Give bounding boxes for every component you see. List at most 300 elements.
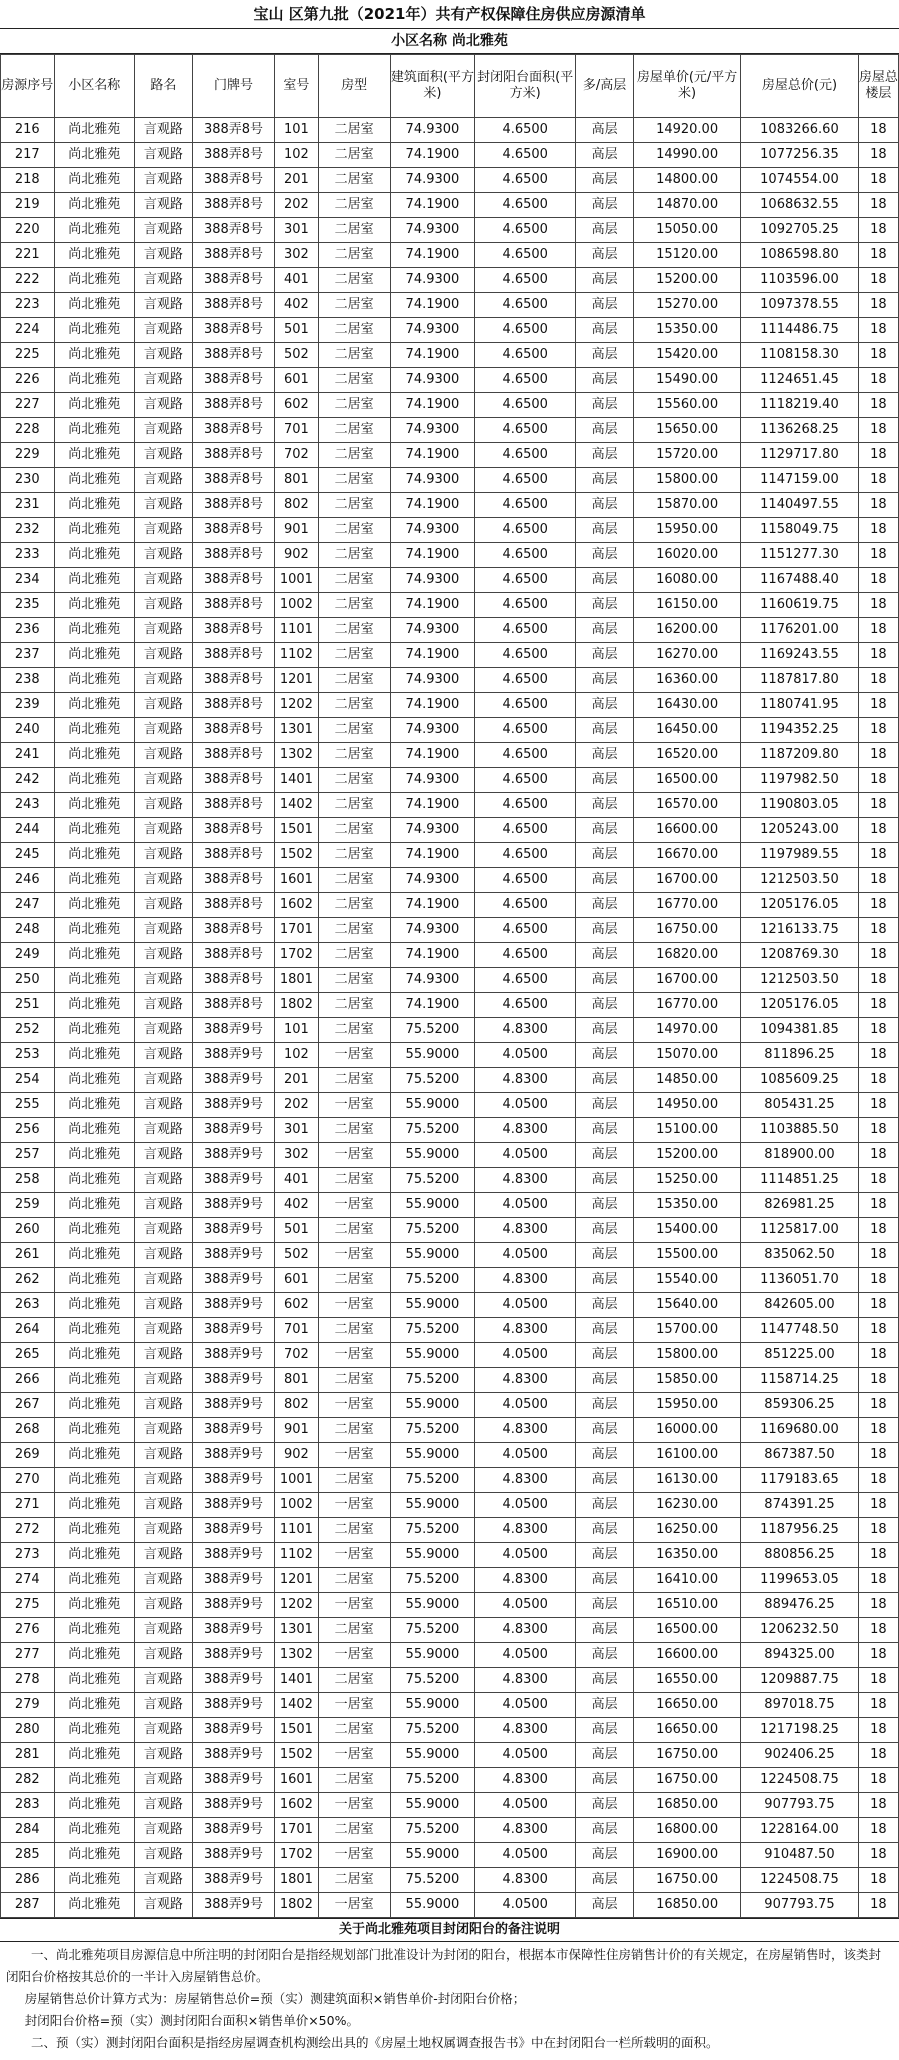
total-price-cell: 1083266.60 [741, 118, 859, 143]
column-header: 房屋总价(元) [741, 55, 859, 118]
community-name-cell: 尚北雅苑 [54, 918, 134, 943]
total-price-cell: 1224508.75 [741, 1768, 859, 1793]
total-price-cell: 1158049.75 [741, 518, 859, 543]
building-height-type-cell: 高层 [576, 1568, 634, 1593]
unit-price-cell: 16500.00 [633, 768, 740, 793]
building-number-cell: 388弄9号 [192, 1168, 274, 1193]
room-number-cell: 702 [275, 1343, 318, 1368]
room-number-cell: 1801 [275, 1868, 318, 1893]
table-row [1, 1618, 899, 1643]
road-name-cell: 言观路 [135, 618, 193, 643]
unit-number-cell: 239 [1, 693, 55, 718]
floor-area-cell: 74.9300 [390, 518, 475, 543]
unit-number-cell: 233 [1, 543, 55, 568]
total-price-cell: 1124651.45 [741, 368, 859, 393]
unit-number-cell: 224 [1, 318, 55, 343]
unit-number-cell: 274 [1, 1568, 55, 1593]
unit-price-cell: 16750.00 [633, 1743, 740, 1768]
unit-price-cell: 16520.00 [633, 743, 740, 768]
floor-area-cell: 75.5200 [390, 1568, 475, 1593]
table-row [1, 443, 899, 468]
community-name-cell: 尚北雅苑 [54, 1368, 134, 1393]
building-number-cell: 388弄9号 [192, 1593, 274, 1618]
building-number-cell: 388弄9号 [192, 1318, 274, 1343]
room-number-cell: 701 [275, 1318, 318, 1343]
balcony-area-cell: 4.6500 [475, 593, 576, 618]
building-height-type-cell: 高层 [576, 318, 634, 343]
table-row [1, 918, 899, 943]
unit-number-cell: 249 [1, 943, 55, 968]
community-name-cell: 尚北雅苑 [54, 1693, 134, 1718]
unit-number-cell: 218 [1, 168, 55, 193]
community-name-cell: 尚北雅苑 [54, 993, 134, 1018]
table-row [1, 1893, 899, 1918]
balcony-area-cell: 4.8300 [475, 1218, 576, 1243]
room-type-cell: 二居室 [318, 493, 390, 518]
road-name-cell: 言观路 [135, 1643, 193, 1668]
unit-price-cell: 16150.00 [633, 593, 740, 618]
unit-price-cell: 15070.00 [633, 1043, 740, 1068]
building-number-cell: 388弄8号 [192, 543, 274, 568]
community-name-cell: 尚北雅苑 [54, 1793, 134, 1818]
room-number-cell: 1401 [275, 768, 318, 793]
total-floors-cell: 18 [858, 843, 898, 868]
room-type-cell: 二居室 [318, 1818, 390, 1843]
building-height-type-cell: 高层 [576, 118, 634, 143]
room-number-cell: 1602 [275, 1793, 318, 1818]
room-type-cell: 二居室 [318, 843, 390, 868]
building-number-cell: 388弄8号 [192, 593, 274, 618]
unit-price-cell: 16500.00 [633, 1618, 740, 1643]
balcony-area-cell: 4.6500 [475, 543, 576, 568]
road-name-cell: 言观路 [135, 1543, 193, 1568]
table-row [1, 893, 899, 918]
total-floors-cell: 18 [858, 1068, 898, 1093]
road-name-cell: 言观路 [135, 1343, 193, 1368]
floor-area-cell: 74.1900 [390, 893, 475, 918]
unit-price-cell: 16130.00 [633, 1468, 740, 1493]
road-name-cell: 言观路 [135, 693, 193, 718]
room-number-cell: 301 [275, 1118, 318, 1143]
table-row [1, 393, 899, 418]
road-name-cell: 言观路 [135, 1418, 193, 1443]
balcony-area-cell: 4.0500 [475, 1343, 576, 1368]
building-number-cell: 388弄8号 [192, 793, 274, 818]
room-number-cell: 901 [275, 1418, 318, 1443]
community-name-cell: 尚北雅苑 [54, 543, 134, 568]
building-height-type-cell: 高层 [576, 1493, 634, 1518]
building-height-type-cell: 高层 [576, 868, 634, 893]
total-price-cell: 907793.75 [741, 1893, 859, 1918]
total-price-cell: 1118219.40 [741, 393, 859, 418]
building-number-cell: 388弄9号 [192, 1043, 274, 1068]
floor-area-cell: 75.5200 [390, 1268, 475, 1293]
building-height-type-cell: 高层 [576, 1318, 634, 1343]
community-name-cell: 尚北雅苑 [54, 293, 134, 318]
total-floors-cell: 18 [858, 593, 898, 618]
building-height-type-cell: 高层 [576, 718, 634, 743]
unit-number-cell: 231 [1, 493, 55, 518]
road-name-cell: 言观路 [135, 543, 193, 568]
building-height-type-cell: 高层 [576, 968, 634, 993]
building-height-type-cell: 高层 [576, 1243, 634, 1268]
table-row [1, 643, 899, 668]
community-name-cell: 尚北雅苑 [54, 1343, 134, 1368]
total-price-cell: 1160619.75 [741, 593, 859, 618]
unit-number-cell: 268 [1, 1418, 55, 1443]
total-floors-cell: 18 [858, 1193, 898, 1218]
room-type-cell: 一居室 [318, 1843, 390, 1868]
community-name-cell: 尚北雅苑 [54, 1268, 134, 1293]
community-name-cell: 尚北雅苑 [54, 768, 134, 793]
total-floors-cell: 18 [858, 193, 898, 218]
community-name-cell: 尚北雅苑 [54, 1493, 134, 1518]
total-floors-cell: 18 [858, 343, 898, 368]
room-type-cell: 二居室 [318, 143, 390, 168]
unit-price-cell: 15870.00 [633, 493, 740, 518]
document-title: 宝山 区第九批（2021年）共有产权保障住房供应房源清单 [0, 0, 899, 29]
road-name-cell: 言观路 [135, 1893, 193, 1918]
total-price-cell: 1199653.05 [741, 1568, 859, 1593]
room-type-cell: 二居室 [318, 818, 390, 843]
building-height-type-cell: 高层 [576, 1443, 634, 1468]
building-height-type-cell: 高层 [576, 1418, 634, 1443]
floor-area-cell: 75.5200 [390, 1068, 475, 1093]
building-number-cell: 388弄8号 [192, 893, 274, 918]
total-price-cell: 1136051.70 [741, 1268, 859, 1293]
community-name-cell: 尚北雅苑 [54, 843, 134, 868]
floor-area-cell: 74.1900 [390, 543, 475, 568]
community-name-cell: 尚北雅苑 [54, 1718, 134, 1743]
unit-number-cell: 265 [1, 1343, 55, 1368]
unit-price-cell: 15950.00 [633, 518, 740, 543]
total-price-cell: 902406.25 [741, 1743, 859, 1768]
total-floors-cell: 18 [858, 1343, 898, 1368]
unit-number-cell: 287 [1, 1893, 55, 1918]
building-height-type-cell: 高层 [576, 893, 634, 918]
building-height-type-cell: 高层 [576, 643, 634, 668]
unit-price-cell: 14870.00 [633, 193, 740, 218]
room-type-cell: 二居室 [318, 643, 390, 668]
road-name-cell: 言观路 [135, 893, 193, 918]
room-type-cell: 二居室 [318, 568, 390, 593]
table-row [1, 243, 899, 268]
unit-number-cell: 269 [1, 1443, 55, 1468]
table-row [1, 343, 899, 368]
total-price-cell: 1097378.55 [741, 293, 859, 318]
total-price-cell: 1180741.95 [741, 693, 859, 718]
building-number-cell: 388弄8号 [192, 293, 274, 318]
building-height-type-cell: 高层 [576, 1043, 634, 1068]
balcony-area-cell: 4.8300 [475, 1768, 576, 1793]
road-name-cell: 言观路 [135, 418, 193, 443]
unit-price-cell: 16770.00 [633, 893, 740, 918]
unit-number-cell: 283 [1, 1793, 55, 1818]
column-header: 室号 [275, 55, 318, 118]
balcony-area-cell: 4.0500 [475, 1193, 576, 1218]
road-name-cell: 言观路 [135, 1193, 193, 1218]
building-number-cell: 388弄9号 [192, 1193, 274, 1218]
community-name-cell: 尚北雅苑 [54, 1768, 134, 1793]
total-price-cell: 1212503.50 [741, 868, 859, 893]
column-header: 建筑面积(平方米) [390, 55, 475, 118]
community-name-cell: 尚北雅苑 [54, 518, 134, 543]
total-price-cell: 1228164.00 [741, 1818, 859, 1843]
total-price-cell: 811896.25 [741, 1043, 859, 1068]
unit-number-cell: 217 [1, 143, 55, 168]
unit-price-cell: 16750.00 [633, 1868, 740, 1893]
road-name-cell: 言观路 [135, 1718, 193, 1743]
total-floors-cell: 18 [858, 218, 898, 243]
road-name-cell: 言观路 [135, 368, 193, 393]
unit-price-cell: 14990.00 [633, 143, 740, 168]
community-name-cell: 尚北雅苑 [54, 318, 134, 343]
unit-price-cell: 15270.00 [633, 293, 740, 318]
community-name-cell: 尚北雅苑 [54, 393, 134, 418]
unit-number-cell: 237 [1, 643, 55, 668]
total-floors-cell: 18 [858, 993, 898, 1018]
room-type-cell: 二居室 [318, 193, 390, 218]
floor-area-cell: 74.9300 [390, 718, 475, 743]
table-row [1, 493, 899, 518]
room-type-cell: 二居室 [318, 1368, 390, 1393]
floor-area-cell: 74.1900 [390, 643, 475, 668]
balcony-area-cell: 4.0500 [475, 1843, 576, 1868]
unit-price-cell: 16600.00 [633, 1643, 740, 1668]
road-name-cell: 言观路 [135, 818, 193, 843]
table-row [1, 318, 899, 343]
building-height-type-cell: 高层 [576, 543, 634, 568]
floor-area-cell: 75.5200 [390, 1418, 475, 1443]
building-height-type-cell: 高层 [576, 268, 634, 293]
building-height-type-cell: 高层 [576, 443, 634, 468]
room-type-cell: 二居室 [318, 743, 390, 768]
room-type-cell: 一居室 [318, 1243, 390, 1268]
balcony-area-cell: 4.6500 [475, 118, 576, 143]
floor-area-cell: 55.9000 [390, 1243, 475, 1268]
unit-price-cell: 15500.00 [633, 1243, 740, 1268]
total-floors-cell: 18 [858, 118, 898, 143]
column-header: 门牌号 [192, 55, 274, 118]
total-floors-cell: 18 [858, 568, 898, 593]
total-price-cell: 1068632.55 [741, 193, 859, 218]
room-number-cell: 802 [275, 1393, 318, 1418]
room-type-cell: 二居室 [318, 1218, 390, 1243]
table-row [1, 293, 899, 318]
total-price-cell: 1217198.25 [741, 1718, 859, 1743]
total-price-cell: 851225.00 [741, 1343, 859, 1368]
total-floors-cell: 18 [858, 768, 898, 793]
unit-price-cell: 15540.00 [633, 1268, 740, 1293]
community-name-cell: 尚北雅苑 [54, 693, 134, 718]
unit-price-cell: 15420.00 [633, 343, 740, 368]
unit-price-cell: 16550.00 [633, 1668, 740, 1693]
unit-number-cell: 247 [1, 893, 55, 918]
total-price-cell: 835062.50 [741, 1243, 859, 1268]
building-height-type-cell: 高层 [576, 1743, 634, 1768]
road-name-cell: 言观路 [135, 1518, 193, 1543]
total-floors-cell: 18 [858, 918, 898, 943]
total-price-cell: 1092705.25 [741, 218, 859, 243]
community-name-cell: 尚北雅苑 [54, 468, 134, 493]
total-floors-cell: 18 [858, 1893, 898, 1918]
unit-price-cell: 15490.00 [633, 368, 740, 393]
building-number-cell: 388弄8号 [192, 268, 274, 293]
unit-price-cell: 16750.00 [633, 918, 740, 943]
building-number-cell: 388弄8号 [192, 318, 274, 343]
table-row [1, 1568, 899, 1593]
column-header: 路名 [135, 55, 193, 118]
total-price-cell: 894325.00 [741, 1643, 859, 1668]
unit-number-cell: 280 [1, 1718, 55, 1743]
floor-area-cell: 55.9000 [390, 1043, 475, 1068]
unit-number-cell: 216 [1, 118, 55, 143]
table-row [1, 743, 899, 768]
building-number-cell: 388弄9号 [192, 1468, 274, 1493]
room-number-cell: 1502 [275, 1743, 318, 1768]
balcony-area-cell: 4.8300 [475, 1618, 576, 1643]
room-type-cell: 二居室 [318, 618, 390, 643]
room-type-cell: 二居室 [318, 1768, 390, 1793]
building-number-cell: 388弄8号 [192, 943, 274, 968]
unit-price-cell: 14850.00 [633, 1068, 740, 1093]
unit-price-cell: 16270.00 [633, 643, 740, 668]
total-price-cell: 1103885.50 [741, 1118, 859, 1143]
building-number-cell: 388弄8号 [192, 818, 274, 843]
unit-number-cell: 229 [1, 443, 55, 468]
room-number-cell: 1702 [275, 943, 318, 968]
community-name-cell: 尚北雅苑 [54, 668, 134, 693]
total-price-cell: 805431.25 [741, 1093, 859, 1118]
total-floors-cell: 18 [858, 1618, 898, 1643]
total-floors-cell: 18 [858, 793, 898, 818]
room-number-cell: 101 [275, 118, 318, 143]
room-number-cell: 1802 [275, 1893, 318, 1918]
total-price-cell: 1179183.65 [741, 1468, 859, 1493]
total-price-cell: 1074554.00 [741, 168, 859, 193]
building-number-cell: 388弄8号 [192, 243, 274, 268]
floor-area-cell: 55.9000 [390, 1293, 475, 1318]
table-row [1, 1218, 899, 1243]
total-price-cell: 1167488.40 [741, 568, 859, 593]
total-price-cell: 1147159.00 [741, 468, 859, 493]
floor-area-cell: 74.9300 [390, 368, 475, 393]
unit-price-cell: 14800.00 [633, 168, 740, 193]
table-row [1, 543, 899, 568]
community-name-cell: 尚北雅苑 [54, 618, 134, 643]
floor-area-cell: 55.9000 [390, 1643, 475, 1668]
community-name-cell: 尚北雅苑 [54, 1043, 134, 1068]
balcony-area-cell: 4.0500 [475, 1593, 576, 1618]
community-name-cell: 尚北雅苑 [54, 1143, 134, 1168]
building-height-type-cell: 高层 [576, 218, 634, 243]
building-number-cell: 388弄9号 [192, 1668, 274, 1693]
road-name-cell: 言观路 [135, 343, 193, 368]
total-floors-cell: 18 [858, 1418, 898, 1443]
room-number-cell: 701 [275, 418, 318, 443]
table-row [1, 143, 899, 168]
room-number-cell: 1801 [275, 968, 318, 993]
road-name-cell: 言观路 [135, 118, 193, 143]
unit-price-cell: 16900.00 [633, 1843, 740, 1868]
building-height-type-cell: 高层 [576, 1768, 634, 1793]
building-height-type-cell: 高层 [576, 1168, 634, 1193]
road-name-cell: 言观路 [135, 1293, 193, 1318]
road-name-cell: 言观路 [135, 968, 193, 993]
community-name-cell: 尚北雅苑 [54, 418, 134, 443]
road-name-cell: 言观路 [135, 1443, 193, 1468]
room-number-cell: 1701 [275, 918, 318, 943]
community-name-cell: 尚北雅苑 [54, 1068, 134, 1093]
community-name-cell: 尚北雅苑 [54, 1543, 134, 1568]
balcony-area-cell: 4.6500 [475, 268, 576, 293]
floor-area-cell: 75.5200 [390, 1168, 475, 1193]
building-height-type-cell: 高层 [576, 143, 634, 168]
floor-area-cell: 74.1900 [390, 993, 475, 1018]
floor-area-cell: 55.9000 [390, 1443, 475, 1468]
floor-area-cell: 55.9000 [390, 1843, 475, 1868]
balcony-area-cell: 4.8300 [475, 1668, 576, 1693]
community-name-cell: 尚北雅苑 [54, 343, 134, 368]
room-type-cell: 二居室 [318, 468, 390, 493]
table-row [1, 1518, 899, 1543]
balcony-area-cell: 4.0500 [475, 1243, 576, 1268]
road-name-cell: 言观路 [135, 1218, 193, 1243]
floor-area-cell: 55.9000 [390, 1093, 475, 1118]
building-number-cell: 388弄9号 [192, 1293, 274, 1318]
road-name-cell: 言观路 [135, 518, 193, 543]
unit-price-cell: 15640.00 [633, 1293, 740, 1318]
total-price-cell: 889476.25 [741, 1593, 859, 1618]
building-height-type-cell: 高层 [576, 1868, 634, 1893]
floor-area-cell: 74.1900 [390, 693, 475, 718]
road-name-cell: 言观路 [135, 943, 193, 968]
unit-price-cell: 15250.00 [633, 1168, 740, 1193]
room-number-cell: 1601 [275, 868, 318, 893]
room-number-cell: 1601 [275, 1768, 318, 1793]
community-name-cell: 尚北雅苑 [54, 118, 134, 143]
room-type-cell: 二居室 [318, 518, 390, 543]
road-name-cell: 言观路 [135, 1743, 193, 1768]
balcony-area-cell: 4.6500 [475, 418, 576, 443]
road-name-cell: 言观路 [135, 1468, 193, 1493]
table-row [1, 1543, 899, 1568]
unit-price-cell: 16510.00 [633, 1593, 740, 1618]
floor-area-cell: 74.9300 [390, 768, 475, 793]
community-name-cell: 尚北雅苑 [54, 443, 134, 468]
building-height-type-cell: 高层 [576, 1693, 634, 1718]
building-number-cell: 388弄8号 [192, 193, 274, 218]
balcony-area-cell: 4.6500 [475, 968, 576, 993]
unit-price-cell: 16360.00 [633, 668, 740, 693]
community-name-cell: 尚北雅苑 [54, 1118, 134, 1143]
table-row [1, 1643, 899, 1668]
building-height-type-cell: 高层 [576, 668, 634, 693]
room-number-cell: 401 [275, 268, 318, 293]
unit-price-cell: 16770.00 [633, 993, 740, 1018]
total-floors-cell: 18 [858, 1268, 898, 1293]
total-floors-cell: 18 [858, 1793, 898, 1818]
building-height-type-cell: 高层 [576, 418, 634, 443]
unit-price-cell: 15120.00 [633, 243, 740, 268]
balcony-area-cell: 4.8300 [475, 1318, 576, 1343]
room-number-cell: 1001 [275, 1468, 318, 1493]
room-number-cell: 901 [275, 518, 318, 543]
building-number-cell: 388弄9号 [192, 1343, 274, 1368]
community-name-cell: 尚北雅苑 [54, 1743, 134, 1768]
unit-number-cell: 272 [1, 1518, 55, 1543]
total-floors-cell: 18 [858, 393, 898, 418]
